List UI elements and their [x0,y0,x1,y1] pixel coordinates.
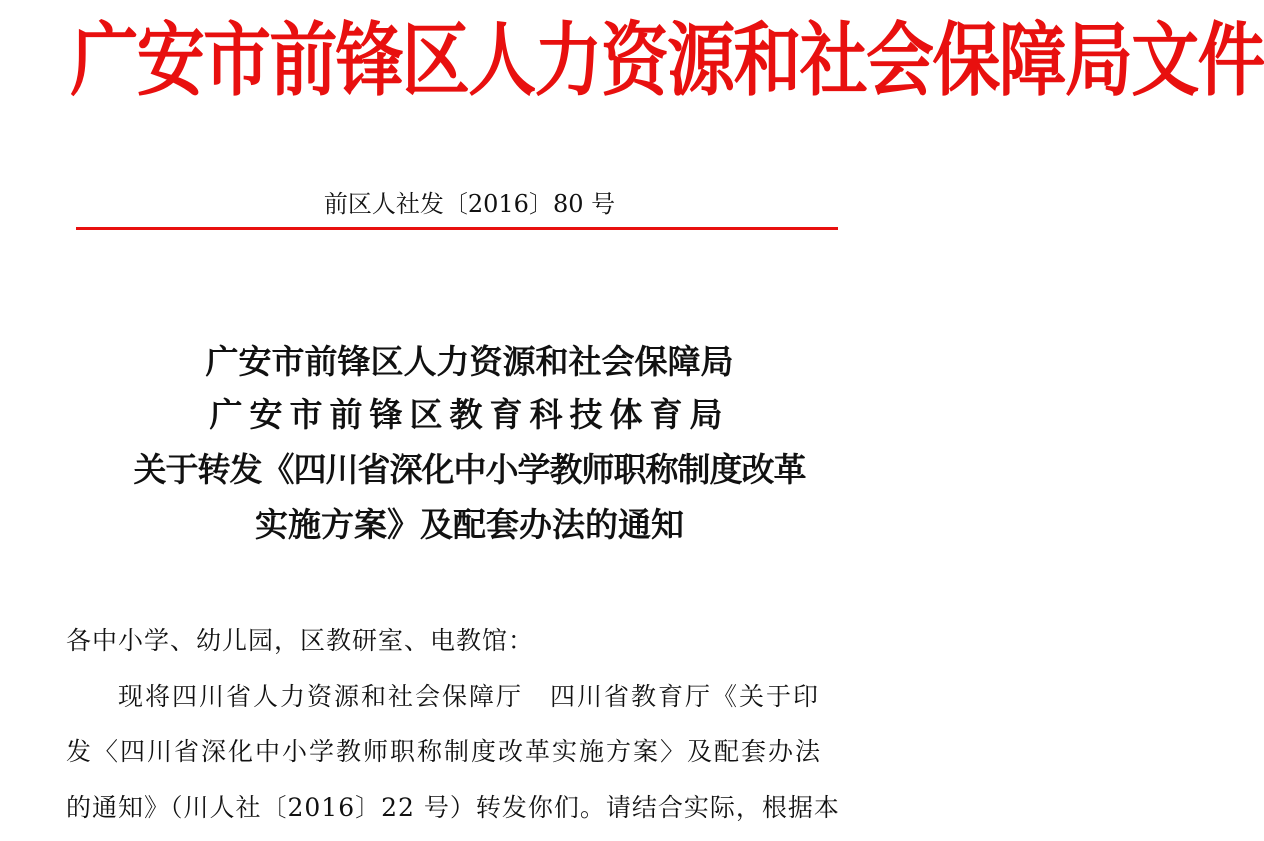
title-line-1: 广安市前锋区人力资源和社会保障局 [205,342,734,381]
body-line-3: 的通知》（川人社〔2016〕22 号）转发你们。请结合实际，根据本 [66,793,840,822]
body-line-1: 现将四川省人力资源和社会保障厅 四川省教育厅《关于印 [118,682,821,711]
issuer-header: 广安市前锋区人力资源和社会保障局文件 [70,13,1264,107]
document-number: 前区人社发〔2016〕80 号 [323,190,616,218]
red-divider-line [76,227,838,230]
title-line-2: 广安市前锋区教育科技体育局 [209,395,730,434]
title-line-3: 关于转发《四川省深化中小学教师职称制度改革 [133,450,806,489]
body-line-2: 发〈四川省深化中小学教师职称制度改革实施方案〉及配套办法 [66,737,823,766]
salutation: 各中小学、幼儿园，区教研室、电教馆： [66,626,535,655]
title-line-4: 实施方案》及配套办法的通知 [255,505,684,544]
